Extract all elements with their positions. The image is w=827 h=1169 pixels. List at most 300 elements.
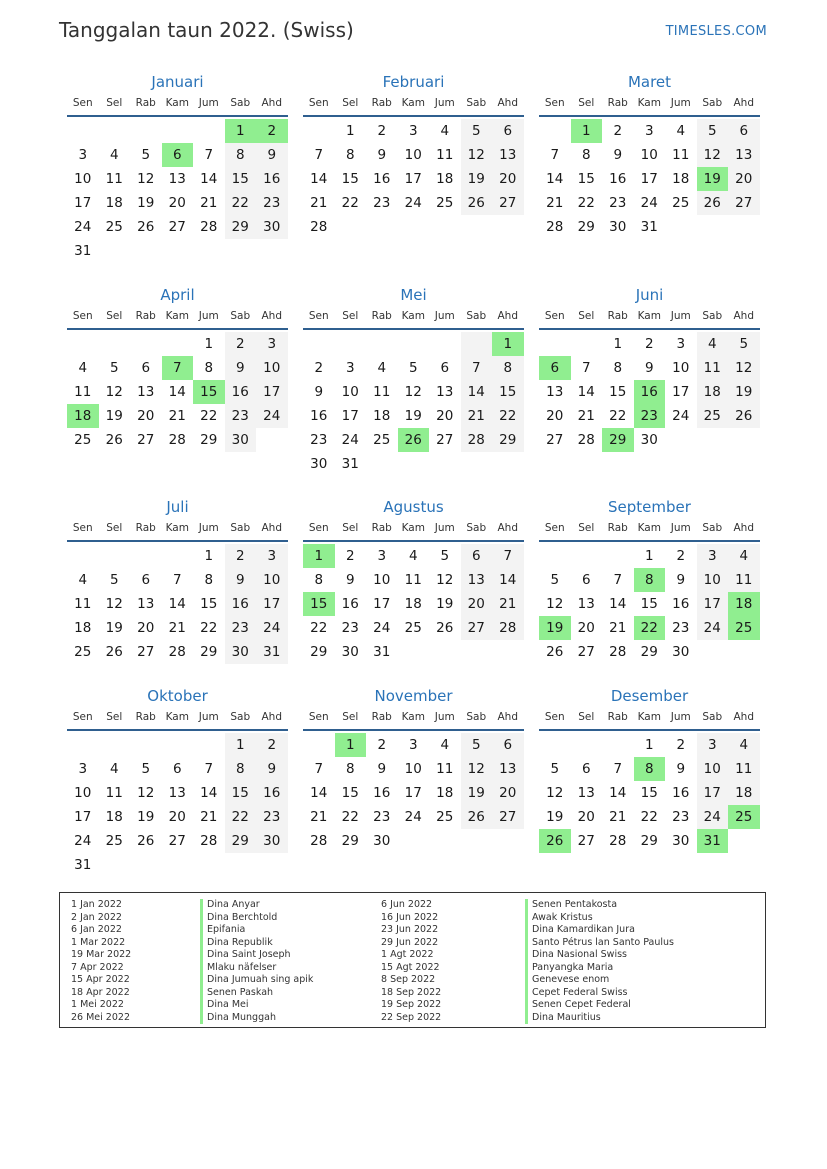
day-cell: 28 <box>200 833 218 849</box>
day-cell: 14 <box>492 568 524 592</box>
empty-cell <box>398 829 430 853</box>
day-cell: 10 <box>256 356 288 380</box>
day-cell: 11 <box>373 384 391 400</box>
day-cell: 9 <box>345 572 355 588</box>
weekday-label: Jum <box>670 711 691 723</box>
day-cell: 4 <box>440 737 450 753</box>
day-cell: 21 <box>310 195 328 211</box>
weekday-header <box>303 306 524 330</box>
weekday-label: Sab <box>466 97 487 109</box>
day-cell: 16 <box>672 596 690 612</box>
weekday-label: Ahd <box>733 522 754 534</box>
day-cell: 27 <box>436 432 454 448</box>
holiday-name: Dina Republik <box>207 936 273 948</box>
day-cell: 16 <box>225 380 257 404</box>
empty-cell <box>492 452 524 476</box>
day-cell: 11 <box>697 356 729 380</box>
day-cell: 9 <box>314 384 324 400</box>
day-cell: 8 <box>345 147 355 163</box>
day-cell: 4 <box>408 548 418 564</box>
day-cell: 13 <box>137 384 155 400</box>
empty-cell <box>697 640 729 664</box>
empty-cell <box>429 332 461 356</box>
weekday-label: Rab <box>135 522 156 534</box>
day-cell: 21 <box>168 408 186 424</box>
day-cell: 26 <box>539 829 571 853</box>
empty-cell <box>539 733 571 757</box>
day-cell: 21 <box>200 195 218 211</box>
day-cell: 11 <box>105 785 123 801</box>
day-cell: 13 <box>577 596 595 612</box>
weekday-label: Kam <box>165 310 189 322</box>
day-cell: 29 <box>200 644 218 660</box>
day-cell: 7 <box>581 360 591 376</box>
day-cell: 26 <box>105 432 123 448</box>
empty-cell <box>130 119 162 143</box>
day-cell: 24 <box>404 809 422 825</box>
day-cell: 7 <box>613 761 623 777</box>
day-cell: 12 <box>105 596 123 612</box>
empty-cell <box>461 215 493 239</box>
day-cell: 31 <box>256 640 288 664</box>
day-cell: 30 <box>640 432 658 448</box>
day-cell: 12 <box>105 384 123 400</box>
day-cell: 10 <box>672 360 690 376</box>
day-cell: 10 <box>256 568 288 592</box>
weekday-label: Kam <box>401 711 425 723</box>
day-cell: 1 <box>492 332 524 356</box>
day-cell: 27 <box>137 432 155 448</box>
holiday-name: Senen Pentakosta <box>532 899 618 910</box>
empty-cell <box>492 829 524 853</box>
day-cell: 22 <box>341 195 359 211</box>
holiday-date: 2 Jan 2022 <box>71 911 122 923</box>
day-cell: 27 <box>546 432 564 448</box>
day-cell: 1 <box>345 123 355 139</box>
empty-cell <box>366 215 398 239</box>
day-cell: 9 <box>225 356 257 380</box>
day-cell: 19 <box>697 167 729 191</box>
weekday-label: Ahd <box>261 711 282 723</box>
day-cell: 19 <box>137 809 155 825</box>
day-cell: 22 <box>577 195 595 211</box>
weekday-label: Jum <box>434 522 455 534</box>
day-cell: 17 <box>404 171 422 187</box>
day-cell: 27 <box>577 833 595 849</box>
day-grid <box>539 332 760 452</box>
weekday-label: Jum <box>670 522 691 534</box>
day-cell: 27 <box>492 805 524 829</box>
day-cell: 12 <box>546 785 564 801</box>
day-cell: 29 <box>577 219 595 235</box>
day-cell: 25 <box>74 432 92 448</box>
empty-cell <box>429 829 461 853</box>
day-cell: 15 <box>225 781 257 805</box>
month-name: November <box>374 687 453 705</box>
day-cell: 6 <box>539 356 571 380</box>
day-cell: 23 <box>634 404 666 428</box>
day-cell: 29 <box>341 833 359 849</box>
day-cell: 3 <box>408 123 418 139</box>
day-cell: 30 <box>310 456 328 472</box>
day-cell: 29 <box>492 428 524 452</box>
day-cell: 22 <box>200 408 218 424</box>
day-cell: 8 <box>581 147 591 163</box>
day-cell: 19 <box>137 195 155 211</box>
day-cell: 3 <box>676 336 686 352</box>
weekday-label: Jum <box>198 522 219 534</box>
day-cell: 26 <box>697 191 729 215</box>
month-name: Agustus <box>383 498 444 516</box>
empty-cell <box>130 544 162 568</box>
day-cell: 28 <box>310 219 328 235</box>
weekday-label: Sel <box>578 310 595 322</box>
day-cell: 12 <box>728 356 760 380</box>
day-cell: 28 <box>609 644 627 660</box>
holiday-date: 16 Jun 2022 <box>381 911 439 923</box>
empty-cell <box>665 428 697 452</box>
weekday-label: Rab <box>371 711 392 723</box>
day-cell: 24 <box>373 620 391 636</box>
day-cell: 16 <box>225 592 257 616</box>
day-cell: 28 <box>461 428 493 452</box>
day-cell: 11 <box>436 147 454 163</box>
weekday-label: Sel <box>578 522 595 534</box>
day-cell: 21 <box>609 620 627 636</box>
empty-cell <box>193 733 225 757</box>
day-cell: 16 <box>609 171 627 187</box>
empty-cell <box>728 215 760 239</box>
day-cell: 6 <box>141 360 151 376</box>
day-cell: 29 <box>200 432 218 448</box>
day-cell: 10 <box>640 147 658 163</box>
empty-cell <box>99 239 131 263</box>
empty-cell <box>366 332 398 356</box>
day-cell: 5 <box>461 119 493 143</box>
day-cell: 28 <box>310 833 328 849</box>
day-cell: 3 <box>345 360 355 376</box>
day-cell: 25 <box>105 833 123 849</box>
day-cell: 10 <box>404 147 422 163</box>
day-cell: 20 <box>492 167 524 191</box>
day-cell: 20 <box>577 809 595 825</box>
day-cell: 17 <box>640 171 658 187</box>
day-cell: 28 <box>609 833 627 849</box>
weekday-label: Ahd <box>261 522 282 534</box>
holiday-name: Dina Kamardikan Jura <box>532 924 635 935</box>
weekday-header <box>303 93 524 117</box>
site-link[interactable]: TIMESLES.COM <box>665 24 767 39</box>
day-grid <box>303 332 524 476</box>
holiday-name: Dina Jumuah sing apik <box>207 974 314 985</box>
weekday-label: Jum <box>670 310 691 322</box>
month-name: Juni <box>635 286 664 304</box>
day-cell: 15 <box>200 596 218 612</box>
day-cell: 11 <box>672 147 690 163</box>
weekday-label: Ahd <box>733 711 754 723</box>
weekday-label: Sab <box>230 711 251 723</box>
day-cell: 2 <box>225 544 257 568</box>
day-cell: 16 <box>256 167 288 191</box>
day-cell: 23 <box>225 404 257 428</box>
day-cell: 19 <box>728 380 760 404</box>
page-title: Tanggalan taun 2022. (Swiss) <box>59 18 354 42</box>
day-cell: 25 <box>74 644 92 660</box>
holiday-date: 22 Sep 2022 <box>381 1011 442 1023</box>
day-cell: 17 <box>256 592 288 616</box>
day-cell: 6 <box>581 572 591 588</box>
day-cell: 30 <box>225 640 257 664</box>
day-cell: 15 <box>609 384 627 400</box>
day-cell: 6 <box>728 119 760 143</box>
day-cell: 26 <box>728 404 760 428</box>
month-name: Oktober <box>147 687 208 705</box>
weekday-label: Sen <box>308 97 329 109</box>
day-cell: 9 <box>676 761 686 777</box>
month-agustus <box>303 496 524 664</box>
day-cell: 8 <box>492 356 524 380</box>
day-cell: 2 <box>676 737 686 753</box>
empty-cell <box>162 332 194 356</box>
weekday-header <box>67 518 288 542</box>
day-cell: 18 <box>697 380 729 404</box>
month-name: Januari <box>151 73 204 91</box>
weekday-label: Sen <box>308 310 329 322</box>
day-cell: 3 <box>697 544 729 568</box>
day-cell: 11 <box>74 384 92 400</box>
empty-cell <box>225 853 257 877</box>
weekday-label: Jum <box>198 97 219 109</box>
day-cell: 22 <box>225 805 257 829</box>
weekday-header <box>67 93 288 117</box>
day-cell: 8 <box>634 568 666 592</box>
day-cell: 7 <box>314 761 324 777</box>
day-cell: 2 <box>377 123 387 139</box>
holiday-date: 1 Jan 2022 <box>71 899 122 910</box>
holiday-date: 1 Mei 2022 <box>71 999 124 1010</box>
day-cell: 7 <box>461 356 493 380</box>
weekday-label: Kam <box>165 711 189 723</box>
empty-cell <box>67 544 99 568</box>
holiday-date: 23 Jun 2022 <box>381 924 439 935</box>
month-september <box>539 496 760 664</box>
day-cell: 23 <box>373 809 391 825</box>
empty-cell <box>461 640 493 664</box>
day-cell: 28 <box>492 616 524 640</box>
day-cell: 8 <box>613 360 623 376</box>
day-cell: 28 <box>168 644 186 660</box>
day-cell: 6 <box>440 360 450 376</box>
day-cell: 21 <box>310 809 328 825</box>
day-cell: 10 <box>697 757 729 781</box>
day-cell: 5 <box>109 360 119 376</box>
day-cell: 18 <box>672 171 690 187</box>
day-cell: 26 <box>137 219 155 235</box>
day-cell: 11 <box>74 596 92 612</box>
day-cell: 21 <box>168 620 186 636</box>
day-cell: 10 <box>404 761 422 777</box>
day-cell: 3 <box>377 548 387 564</box>
holiday-dates-left <box>71 899 131 1024</box>
weekday-header <box>539 707 760 731</box>
weekday-label: Ahd <box>261 97 282 109</box>
weekday-label: Sel <box>342 711 359 723</box>
empty-cell <box>728 829 760 853</box>
day-cell: 23 <box>672 809 690 825</box>
weekday-label: Sen <box>308 711 329 723</box>
day-cell: 12 <box>697 143 729 167</box>
day-cell: 30 <box>256 215 288 239</box>
weekday-header <box>67 707 288 731</box>
month-mei <box>303 284 524 476</box>
day-cell: 6 <box>461 544 493 568</box>
holiday-name: Genevese enom <box>532 974 610 985</box>
day-grid <box>67 332 288 452</box>
day-cell: 1 <box>204 336 214 352</box>
weekday-label: Kam <box>401 310 425 322</box>
day-cell: 24 <box>697 616 729 640</box>
day-cell: 5 <box>461 733 493 757</box>
day-cell: 5 <box>550 761 560 777</box>
day-cell: 23 <box>256 805 288 829</box>
weekday-label: Ahd <box>497 522 518 534</box>
day-cell: 22 <box>341 809 359 825</box>
day-cell: 8 <box>345 761 355 777</box>
empty-cell <box>728 640 760 664</box>
weekday-label: Sen <box>544 310 565 322</box>
weekday-label: Rab <box>607 310 628 322</box>
day-cell: 18 <box>373 408 391 424</box>
day-grid <box>303 733 524 853</box>
day-cell: 15 <box>193 380 225 404</box>
empty-cell <box>539 544 571 568</box>
day-cell: 22 <box>609 408 627 424</box>
empty-cell <box>162 239 194 263</box>
empty-cell <box>303 332 335 356</box>
month-maret <box>539 71 760 239</box>
day-cell: 12 <box>137 171 155 187</box>
weekday-label: Sel <box>106 711 123 723</box>
empty-cell <box>429 452 461 476</box>
day-cell: 7 <box>204 147 214 163</box>
day-cell: 1 <box>571 119 603 143</box>
weekday-label: Sen <box>544 522 565 534</box>
day-cell: 24 <box>256 404 288 428</box>
day-cell: 12 <box>546 596 564 612</box>
month-oktober <box>67 685 288 877</box>
day-cell: 15 <box>341 785 359 801</box>
weekday-label: Sen <box>308 522 329 534</box>
day-cell: 1 <box>303 544 335 568</box>
day-cell: 22 <box>634 616 666 640</box>
day-cell: 16 <box>256 781 288 805</box>
holiday-date: 19 Sep 2022 <box>381 999 442 1010</box>
day-cell: 14 <box>310 171 328 187</box>
empty-cell <box>256 853 288 877</box>
day-cell: 31 <box>640 219 658 235</box>
day-cell: 1 <box>613 336 623 352</box>
weekday-label: Sel <box>106 310 123 322</box>
weekday-label: Kam <box>165 97 189 109</box>
day-cell: 23 <box>373 195 391 211</box>
day-cell: 24 <box>672 408 690 424</box>
day-cell: 30 <box>373 833 391 849</box>
day-cell: 22 <box>200 620 218 636</box>
weekday-label: Ahd <box>733 97 754 109</box>
day-cell: 17 <box>697 781 729 805</box>
day-cell: 24 <box>404 195 422 211</box>
empty-cell <box>602 733 634 757</box>
day-cell: 10 <box>74 171 92 187</box>
weekday-label: Ahd <box>497 97 518 109</box>
day-cell: 30 <box>341 644 359 660</box>
day-cell: 21 <box>461 404 493 428</box>
empty-cell <box>398 452 430 476</box>
day-cell: 11 <box>436 761 454 777</box>
holiday-date: 7 Apr 2022 <box>71 961 124 973</box>
holiday-names-right <box>525 899 674 1024</box>
day-cell: 6 <box>492 733 524 757</box>
empty-cell <box>429 215 461 239</box>
empty-cell <box>130 733 162 757</box>
day-cell: 21 <box>546 195 564 211</box>
day-cell: 7 <box>613 572 623 588</box>
weekday-label: Sen <box>72 711 93 723</box>
holiday-name: Dina Nasional Swiss <box>532 949 627 960</box>
empty-cell <box>492 640 524 664</box>
day-cell: 18 <box>105 195 123 211</box>
day-cell: 4 <box>109 147 119 163</box>
empty-cell <box>728 428 760 452</box>
day-cell: 18 <box>728 592 760 616</box>
day-cell: 16 <box>672 785 690 801</box>
month-januari <box>67 71 288 263</box>
day-cell: 6 <box>581 761 591 777</box>
day-cell: 8 <box>634 757 666 781</box>
month-februari <box>303 71 524 239</box>
holiday-date: 1 Agt 2022 <box>381 949 434 960</box>
weekday-label: Kam <box>637 522 661 534</box>
weekday-label: Jum <box>670 97 691 109</box>
day-cell: 15 <box>225 167 257 191</box>
empty-cell <box>256 239 288 263</box>
day-cell: 8 <box>204 360 214 376</box>
day-cell: 9 <box>377 761 387 777</box>
day-cell: 14 <box>461 380 493 404</box>
day-cell: 10 <box>373 572 391 588</box>
empty-cell <box>398 332 430 356</box>
empty-cell <box>335 332 367 356</box>
day-cell: 9 <box>644 360 654 376</box>
weekday-label: Sab <box>702 97 723 109</box>
day-cell: 13 <box>168 785 186 801</box>
day-cell: 29 <box>225 829 257 853</box>
weekday-header <box>539 518 760 542</box>
day-cell: 14 <box>310 785 328 801</box>
empty-cell <box>99 544 131 568</box>
weekday-label: Jum <box>434 97 455 109</box>
day-cell: 24 <box>341 432 359 448</box>
day-cell: 4 <box>109 761 119 777</box>
day-cell: 24 <box>74 833 92 849</box>
empty-cell <box>303 733 335 757</box>
weekday-label: Kam <box>637 97 661 109</box>
day-cell: 25 <box>728 616 760 640</box>
day-cell: 27 <box>137 644 155 660</box>
day-cell: 21 <box>200 809 218 825</box>
empty-cell <box>162 544 194 568</box>
weekday-label: Rab <box>607 97 628 109</box>
